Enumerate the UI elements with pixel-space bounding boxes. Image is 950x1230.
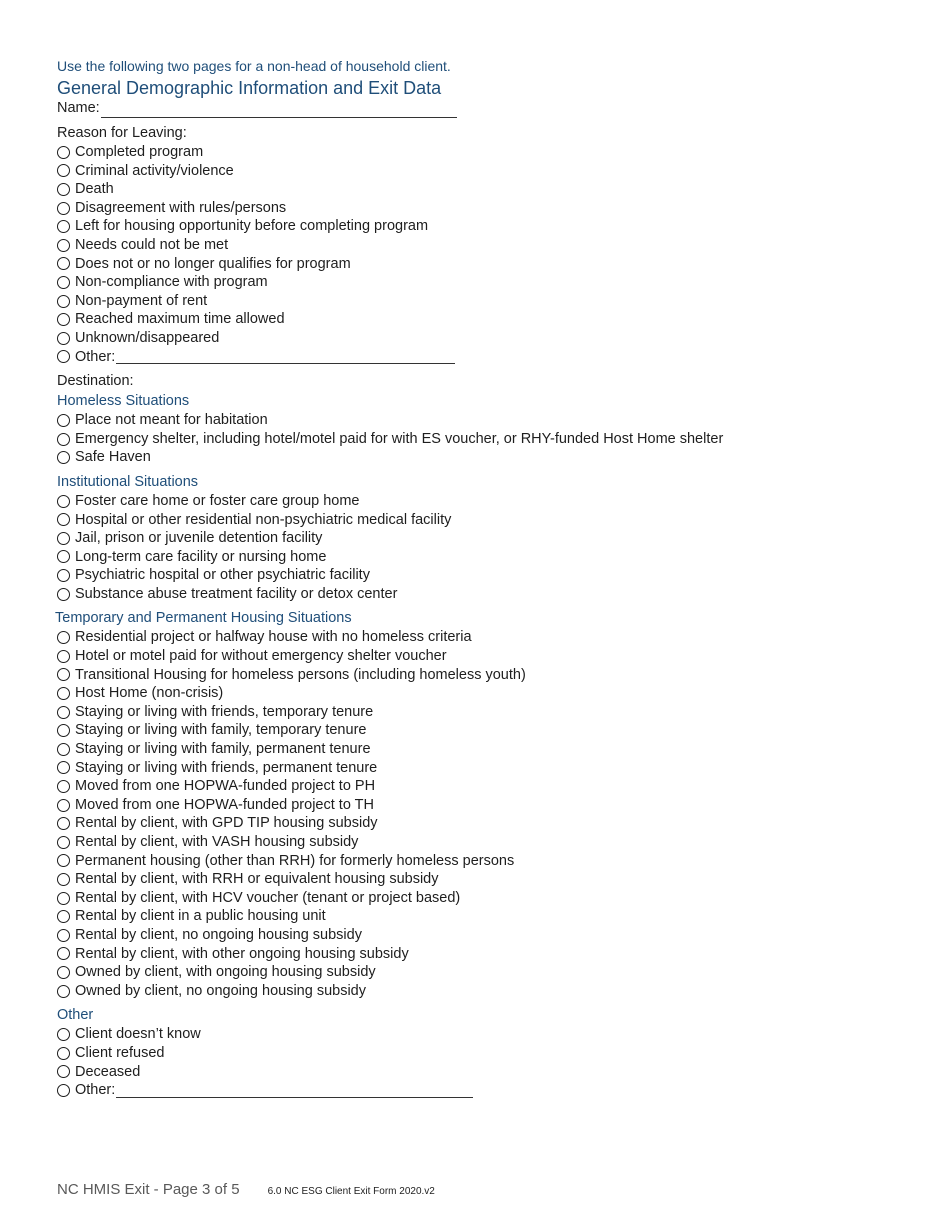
temporary-option-label: Rental by client, no ongoing housing subsidy: [75, 926, 362, 943]
other-option-label: Deceased: [75, 1063, 141, 1080]
temporary-option[interactable]: [57, 833, 917, 852]
institutional-option[interactable]: [57, 585, 917, 604]
radio-circle-icon[interactable]: [57, 947, 70, 960]
other-option[interactable]: [57, 1063, 917, 1082]
radio-circle-icon[interactable]: [57, 650, 70, 663]
reason-option-other[interactable]: [57, 348, 917, 367]
reason-options-list: [57, 143, 917, 348]
temporary-option-label: Residential project or halfway house with no homeless criteria: [75, 629, 472, 646]
temporary-option[interactable]: [57, 647, 917, 666]
page-title: General Demographic Information and Exit Data: [57, 78, 442, 98]
reason-option[interactable]: [57, 310, 917, 329]
temporary-option-label: Hotel or motel paid for without emergency shelter voucher: [75, 648, 447, 665]
radio-circle-icon[interactable]: [57, 836, 70, 849]
temporary-option[interactable]: [57, 684, 917, 703]
reason-option-label: Non-payment of rent: [75, 292, 208, 309]
reason-option-label: Completed program: [75, 144, 204, 160]
temporary-option[interactable]: [57, 982, 917, 1001]
reason-option[interactable]: [57, 236, 917, 255]
institutional-option-label: Substance abuse treatment facility or detox center: [75, 585, 398, 602]
reason-option[interactable]: [57, 292, 917, 311]
temporary-option-label: Owned by client, no ongoing housing subsidy: [75, 982, 366, 999]
reason-option[interactable]: [57, 143, 917, 162]
temporary-option[interactable]: [57, 721, 917, 740]
temporary-option[interactable]: [57, 870, 917, 889]
temporary-option-label: Staying or living with friends, permanent tenure: [75, 759, 378, 776]
radio-circle-icon[interactable]: [57, 433, 70, 446]
reason-option-label: Criminal activity/violence: [75, 162, 234, 179]
temporary-option-label: Staying or living with family, permanent tenure: [75, 741, 371, 758]
radio-circle-icon[interactable]: [57, 668, 70, 681]
temporary-option[interactable]: [57, 926, 917, 945]
radio-circle-icon[interactable]: [57, 295, 70, 308]
radio-circle-icon[interactable]: [57, 332, 70, 345]
radio-circle-icon[interactable]: [57, 239, 70, 252]
reason-option[interactable]: [57, 217, 917, 236]
institutional-option-label: Foster care home or foster care group home: [75, 492, 360, 509]
reason-option-label: Death: [75, 181, 114, 198]
other-situations-heading: Other: [57, 1007, 94, 1024]
radio-circle-icon[interactable]: [57, 550, 70, 563]
homeless-option[interactable]: [57, 430, 917, 449]
temporary-option[interactable]: [57, 628, 917, 647]
exit-form-page: [57, 56, 917, 1100]
reason-option[interactable]: [57, 273, 917, 292]
radio-circle-icon[interactable]: [57, 706, 70, 719]
homeless-option-label: Safe Haven: [75, 449, 151, 466]
homeless-situations-heading: Homeless Situations: [57, 393, 190, 410]
name-input-line[interactable]: [101, 103, 457, 118]
other-option-label: Client doesn’t know: [75, 1026, 201, 1043]
other-option-label: Client refused: [75, 1044, 165, 1061]
temporary-option[interactable]: [57, 814, 917, 833]
radio-circle-icon[interactable]: [57, 276, 70, 289]
reason-option[interactable]: [57, 255, 917, 274]
temporary-option-label: Transitional Housing for homeless persons (including homeless youth): [75, 666, 526, 683]
temporary-option[interactable]: [57, 759, 917, 778]
temporary-option[interactable]: [57, 777, 917, 796]
institutional-option-label: Psychiatric hospital or other psychiatric facility: [75, 567, 370, 584]
institutional-option[interactable]: [57, 511, 917, 530]
destination-other-input-line[interactable]: [116, 1083, 473, 1098]
reason-option[interactable]: [57, 199, 917, 218]
reason-other-label: Other:: [75, 348, 116, 365]
temporary-option-label: Moved from one HOPWA-funded project to PH: [75, 778, 376, 795]
institutional-option-label: Hospital or other residential non-psychiatric medical facility: [75, 511, 452, 528]
homeless-option[interactable]: [57, 411, 917, 430]
temporary-option-label: Rental by client, with GPD TIP housing subsidy: [75, 815, 378, 832]
destination-option-other[interactable]: [57, 1081, 917, 1100]
reason-option[interactable]: [57, 329, 917, 348]
radio-circle-icon[interactable]: [57, 183, 70, 196]
radio-circle-icon[interactable]: [57, 1047, 70, 1060]
radio-circle-icon[interactable]: [57, 873, 70, 886]
radio-circle-icon[interactable]: [57, 202, 70, 215]
radio-circle-icon[interactable]: [57, 854, 70, 867]
radio-circle-icon[interactable]: [57, 313, 70, 326]
institutional-option[interactable]: [57, 548, 917, 567]
homeless-options-list: [57, 411, 917, 467]
destination-other-label: Other:: [75, 1082, 116, 1099]
footer-page-number: NC HMIS Exit - Page 3 of 5: [57, 1181, 240, 1198]
radio-circle-icon[interactable]: [57, 532, 70, 545]
reason-other-input-line[interactable]: [116, 349, 455, 364]
temporary-option[interactable]: [57, 945, 917, 964]
radio-circle-icon[interactable]: [57, 513, 70, 526]
temporary-option-label: Rental by client in a public housing unit: [75, 908, 326, 925]
other-options-list: [57, 1025, 917, 1081]
other-option[interactable]: [57, 1025, 917, 1044]
reason-option-label: Left for housing opportunity before completing program: [75, 218, 429, 235]
temporary-option[interactable]: [57, 703, 917, 722]
radio-circle-icon[interactable]: [57, 495, 70, 508]
radio-circle-icon[interactable]: [57, 631, 70, 644]
radio-circle-icon[interactable]: [57, 164, 70, 177]
radio-circle-icon[interactable]: [57, 257, 70, 270]
radio-circle-icon[interactable]: [57, 220, 70, 233]
temporary-option[interactable]: [57, 963, 917, 982]
reason-option[interactable]: [57, 162, 917, 181]
reason-option-label: Unknown/disappeared: [75, 329, 220, 346]
page-footer: [57, 1181, 435, 1198]
radio-circle-icon[interactable]: [57, 414, 70, 427]
institutional-option[interactable]: [57, 492, 917, 511]
institutional-option-label: Long-term care facility or nursing home: [75, 548, 327, 565]
temporary-option[interactable]: [57, 796, 917, 815]
temporary-option-label: Rental by client, with other ongoing housing subsidy: [75, 945, 409, 962]
radio-circle-icon[interactable]: [57, 1028, 70, 1041]
institutional-options-list: [57, 492, 917, 604]
reason-option-label: Disagreement with rules/persons: [75, 199, 287, 216]
reason-option-label: Non-compliance with program: [75, 274, 268, 291]
radio-circle-icon[interactable]: [57, 761, 70, 774]
radio-circle-icon[interactable]: [57, 985, 70, 998]
reason-option-label: Reached maximum time allowed: [75, 311, 285, 328]
reason-label: Reason for Leaving:: [57, 125, 187, 141]
reason-option-label: Needs could not be met: [75, 236, 229, 253]
temporary-option[interactable]: [57, 666, 917, 685]
homeless-option-label: Place not meant for habitation: [75, 412, 268, 429]
other-option[interactable]: [57, 1044, 917, 1063]
temporary-option-label: Rental by client, with VASH housing subsidy: [75, 834, 359, 850]
destination-label: Destination:: [57, 373, 134, 390]
radio-circle-icon[interactable]: [57, 569, 70, 582]
temporary-permanent-heading: Temporary and Permanent Housing Situations: [55, 610, 352, 627]
reason-option[interactable]: [57, 180, 917, 199]
radio-circle-icon[interactable]: [57, 724, 70, 737]
radio-circle-icon[interactable]: [57, 687, 70, 700]
institutional-option[interactable]: [57, 529, 917, 548]
radio-circle-icon[interactable]: [57, 892, 70, 905]
temporary-option-label: Permanent housing (other than RRH) for formerly homeless persons: [75, 852, 515, 869]
temporary-option-label: Owned by client, with ongoing housing subsidy: [75, 964, 376, 981]
temporary-option-label: Moved from one HOPWA-funded project to TH: [75, 796, 374, 813]
intro-text: Use the following two pages for a non-head of household client.: [57, 58, 451, 74]
radio-circle-icon[interactable]: [57, 743, 70, 756]
temporary-option[interactable]: [57, 907, 917, 926]
temporary-option-label: Rental by client, with RRH or equivalent housing subsidy: [75, 871, 439, 888]
radio-circle-icon[interactable]: [57, 1084, 70, 1097]
temporary-option-label: Rental by client, with HCV voucher (tenant or project based): [75, 889, 461, 906]
radio-circle-icon[interactable]: [57, 451, 70, 464]
radio-circle-icon[interactable]: [57, 588, 70, 601]
radio-circle-icon[interactable]: [57, 929, 70, 942]
temporary-option-label: Staying or living with family, temporary tenure: [75, 722, 367, 739]
temporary-option[interactable]: [57, 852, 917, 871]
temporary-option[interactable]: [57, 740, 917, 759]
homeless-option[interactable]: [57, 448, 917, 467]
temporary-option-label: Host Home (non-crisis): [75, 685, 224, 702]
radio-circle-icon[interactable]: [57, 350, 70, 363]
name-field: [57, 99, 917, 118]
footer-form-id: 6.0 NC ESG Client Exit Form 2020.v2: [267, 1186, 435, 1197]
radio-circle-icon[interactable]: [57, 1065, 70, 1078]
radio-circle-icon[interactable]: [57, 780, 70, 793]
radio-circle-icon[interactable]: [57, 910, 70, 923]
institutional-option[interactable]: [57, 566, 917, 585]
radio-circle-icon[interactable]: [57, 799, 70, 812]
reason-option-label: Does not or no longer qualifies for program: [75, 255, 351, 272]
radio-circle-icon[interactable]: [57, 966, 70, 979]
homeless-option-label: Emergency shelter, including hotel/motel paid for with ES voucher, or RHY-funded Host Home shelter: [75, 430, 724, 447]
name-label: Name:: [57, 100, 100, 116]
temporary-option[interactable]: [57, 889, 917, 908]
radio-circle-icon[interactable]: [57, 817, 70, 830]
temporary-option-label: Staying or living with friends, temporary tenure: [75, 703, 374, 720]
institutional-option-label: Jail, prison or juvenile detention facility: [75, 530, 323, 547]
institutional-situations-heading: Institutional Situations: [57, 473, 199, 490]
temporary-options-list: [57, 628, 917, 1000]
radio-circle-icon[interactable]: [57, 146, 70, 159]
